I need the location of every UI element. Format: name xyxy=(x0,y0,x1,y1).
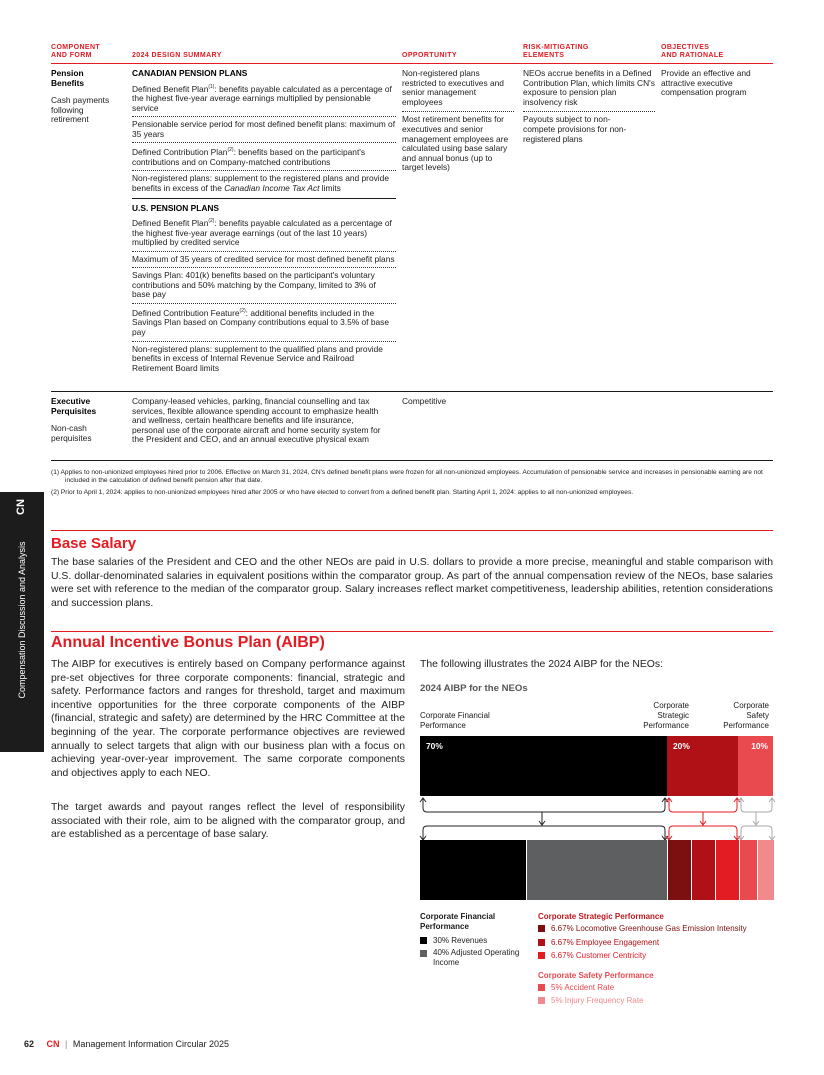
legend-customer-label: 6.67% Customer Centricity xyxy=(551,951,647,960)
legend-revenues xyxy=(420,934,532,948)
footer-brand: CN xyxy=(46,1039,60,1049)
perquisites-component xyxy=(51,397,123,443)
legend-ghg xyxy=(538,922,774,936)
legend-swatch xyxy=(420,937,427,944)
base-salary-rule xyxy=(51,530,773,531)
header-component: COMPONENT AND FORM xyxy=(51,44,101,59)
legend-engagement-label: 6.67% Employee Engagement xyxy=(551,937,660,947)
perquisites-form: Non-cash perquisites xyxy=(51,423,92,443)
safety-bracket-top xyxy=(741,798,772,812)
chart-title: 2024 AIBP for the NEOs xyxy=(420,683,528,694)
legend-financial-title: Corporate Financial Performance xyxy=(420,912,496,931)
legend-swatch xyxy=(538,952,545,959)
legend-strategic-title: Corporate Strategic Performance xyxy=(538,912,664,921)
legend-operating-income-label: 40% Adjusted Operating Income xyxy=(433,948,520,967)
financial-bracket-top xyxy=(423,798,665,812)
footer xyxy=(24,1039,229,1049)
top-bar-segment-2 xyxy=(667,736,738,796)
footer-separator: | xyxy=(65,1039,68,1049)
us-heading: U.S. PENSION PLANS xyxy=(132,202,220,213)
sidebar-logo: CN xyxy=(15,499,27,515)
pension-objectives: Provide an effective and attractive executive compensation program xyxy=(661,68,751,98)
opportunity-item-2: Most retirement benefits for executives and senior management employees are calculated using base salary and annual bonus (up to target levels) xyxy=(402,114,509,173)
legend-strategic-safety xyxy=(538,912,774,1008)
perquisites-summary: Company-leased vehicles, parking, financial counselling and tax services, flexible allowance spending account to emphasize health and wellness, certain healthcare benefits and life insurance, personal use of the corporate aircraft and home security system for the President and CEO, and an annual executive physical exam xyxy=(132,396,381,445)
table-bottom-rule xyxy=(51,460,773,461)
base-salary-title: Base Salary xyxy=(51,535,137,552)
legend-swatch xyxy=(538,984,545,991)
pension-form: Cash payments following retirement xyxy=(51,95,110,125)
us-item-1: Defined Benefit Plan$^{(2)}$: benefits payable calculated as a percentage of the highest five-year average earnings (out of the last 10 years) multiplied by credited service xyxy=(132,217,396,252)
bottom-bar-segment-3 xyxy=(667,840,692,900)
us-item-5: Non-registered plans: supplement to the qualified plans and provide benefits in excess of Internal Revenue Service and Railroad Retirement Board limits xyxy=(132,343,383,373)
bottom-bar-segment-1 xyxy=(420,840,526,900)
header-rule xyxy=(51,63,773,64)
top-label-strategic: Corporate Strategic Performance xyxy=(643,701,689,730)
bottom-bar-segment-2 xyxy=(526,840,668,900)
header-design-summary: 2024 DESIGN SUMMARY xyxy=(132,52,222,59)
bottom-bar-segment-5 xyxy=(715,840,740,900)
opportunity-item-1: Non-registered plans restricted to executives and senior management employees xyxy=(402,69,514,112)
row-divider xyxy=(51,391,773,392)
legend-accident-label: 5% Accident Rate xyxy=(551,982,615,992)
header-risk: RISK-MITIGATING ELEMENTS xyxy=(523,44,589,59)
bottom-bar-segment-4 xyxy=(691,840,716,900)
footnotes xyxy=(51,469,773,497)
bottom-stacked-bar xyxy=(420,840,773,900)
page-number: 62 xyxy=(24,1039,35,1049)
footnote-1: (1) Applies to non-unionized employees hired prior to 2006. Effective on March 31, 2024, CN's defined benefit plans were frozen for all non-unionized employees. Accumulation of pensionable service and increases in pensionable earning are not included in the calculation of defined benefit pension after that date. xyxy=(51,469,763,485)
pension-risk xyxy=(523,69,655,144)
us-item-3: Savings Plan: 401(k) benefits based on the participant's voluntary contributions and 50% matching by the Company, limited to 3% of base pay xyxy=(132,268,396,304)
top-stacked-bar xyxy=(420,736,773,796)
risk-item-1: NEOs accrue benefits in a Defined Contribution Plan, which limits CN's exposure to pension plan insolvency risk xyxy=(523,69,655,112)
bottom-bar-segment-6 xyxy=(739,840,758,900)
risk-item-2: Payouts subject to non-compete provisions for non-registered plans xyxy=(523,114,627,144)
legend-accident xyxy=(538,981,774,995)
legend-swatch xyxy=(538,939,545,946)
us-item-4: Defined Contribution Feature$^{(2)}$: additional benefits included in the Savings Plan based on Company contributions equal to 3.5% of base pay xyxy=(132,304,396,342)
aibp-intro: The following illustrates the 2024 AIBP for the NEOs: xyxy=(420,659,663,670)
pension-title: Pension Benefits xyxy=(51,68,85,88)
legend-swatch xyxy=(538,997,545,1004)
chart-connectors xyxy=(418,796,776,842)
base-salary-text: The base salaries of the President and CEO and the other NEOs are paid in U.S. dollars to provide a more precise, meaningful and stable comparison with U.S. dollar-denominated salaries in equivalent positions within the comparator group. As part of the annual compensation review of the NEOs, base salaries were set with reference to the median of the comparator group. Salary increases reflect market competitiveness, leadership abilities, retention considerations and succession plans. xyxy=(51,557,773,609)
canadian-heading: CANADIAN PENSION PLANS xyxy=(132,68,248,78)
legend-operating-income xyxy=(420,948,532,968)
financial-bracket-bottom xyxy=(423,826,665,840)
canadian-item-1: Defined Benefit Plan$^{(1)}$: benefits payable calculated as a percentage of the highest five-year average earnings multiplied by pensionable service xyxy=(132,83,396,118)
sidebar-section-label: Compensation Discussion and Analysis xyxy=(17,541,27,699)
bottom-bar-segment-7 xyxy=(757,840,774,900)
top-label-safety: Corporate Safety Performance xyxy=(723,701,769,730)
legend-swatch xyxy=(420,950,427,957)
aibp-title: Annual Incentive Bonus Plan (AIBP) xyxy=(51,634,325,651)
legend-customer xyxy=(538,949,774,963)
perquisites-title: Executive Perquisites xyxy=(51,396,97,416)
top-bar-segment-label: 70% xyxy=(426,741,443,751)
canadian-item-3: Defined Contribution Plan$^{(2)}$: benefits based on the participant's contributions and on Company-matched contributions xyxy=(132,143,396,171)
legend-injury xyxy=(538,994,774,1008)
legend-ghg-label: 6.67% Locomotive Greenhouse Gas Emission Intensity xyxy=(551,924,747,933)
perquisites-opportunity: Competitive xyxy=(402,396,447,406)
legend-swatch xyxy=(538,925,545,932)
footnote-2: (2) Prior to April 1, 2024: applies to non-unionized employees hired after 2005 or who have elected to convert from a defined benefit plan. Starting April 1, 2024: applies to all non-unionized employees. xyxy=(51,488,634,496)
top-bar-segment-3 xyxy=(738,736,773,796)
top-bar-segment-label: 10% xyxy=(751,741,768,751)
aibp-paragraph-2: The target awards and payout ranges reflect the level of responsibility associated with their role, aim to be aligned with the comparator group, and are established as a percentage of base salary. xyxy=(51,802,405,841)
top-bar-segment-1 xyxy=(420,736,667,796)
legend-engagement xyxy=(538,936,774,950)
top-bar-segment-label: 20% xyxy=(673,741,690,751)
pension-component xyxy=(51,69,123,125)
pension-opportunity xyxy=(402,69,514,173)
canadian-item-4: Non-registered plans: supplement to the registered plans and provide benefits in excess of the Canadian Income Tax Act limits xyxy=(132,171,396,198)
top-label-financial: Corporate Financial Performance xyxy=(420,711,490,730)
aibp-paragraph-1: The AIBP for executives is entirely based on Company performance against pre-set objectives for three corporate components: financial, strategic and safety. Performance factors and ranges for threshold, target and maximum incentive opportunities for the three corporate components of the AIBP (financial, strategic and safety) are determined by the HRC Committee at the beginning of the year. The corporate performance objectives are reviewed annually to select targets that align with our business plan with a focus on achieving year-over-year improvement. The same corporate components and objectives apply to each NEO. xyxy=(51,659,405,779)
header-opportunity: OPPORTUNITY xyxy=(402,52,457,59)
footer-document-title: Management Information Circular 2025 xyxy=(72,1039,229,1049)
aibp-rule xyxy=(51,631,773,632)
pension-design-summary xyxy=(132,69,396,373)
us-item-2: Maximum of 35 years of credited service for most defined benefit plans xyxy=(132,252,396,269)
canadian-item-2: Pensionable service period for most defined benefit plans: maximum of 35 years xyxy=(132,117,396,143)
legend-financial xyxy=(420,912,532,968)
legend-injury-label: 5% Injury Frequency Rate xyxy=(551,996,644,1005)
legend-safety-title: Corporate Safety Performance xyxy=(538,970,654,980)
legend-revenues-label: 30% Revenues xyxy=(433,936,488,945)
strategic-bracket-top xyxy=(669,798,737,812)
header-objectives: OBJECTIVES AND RATIONALE xyxy=(661,44,724,59)
